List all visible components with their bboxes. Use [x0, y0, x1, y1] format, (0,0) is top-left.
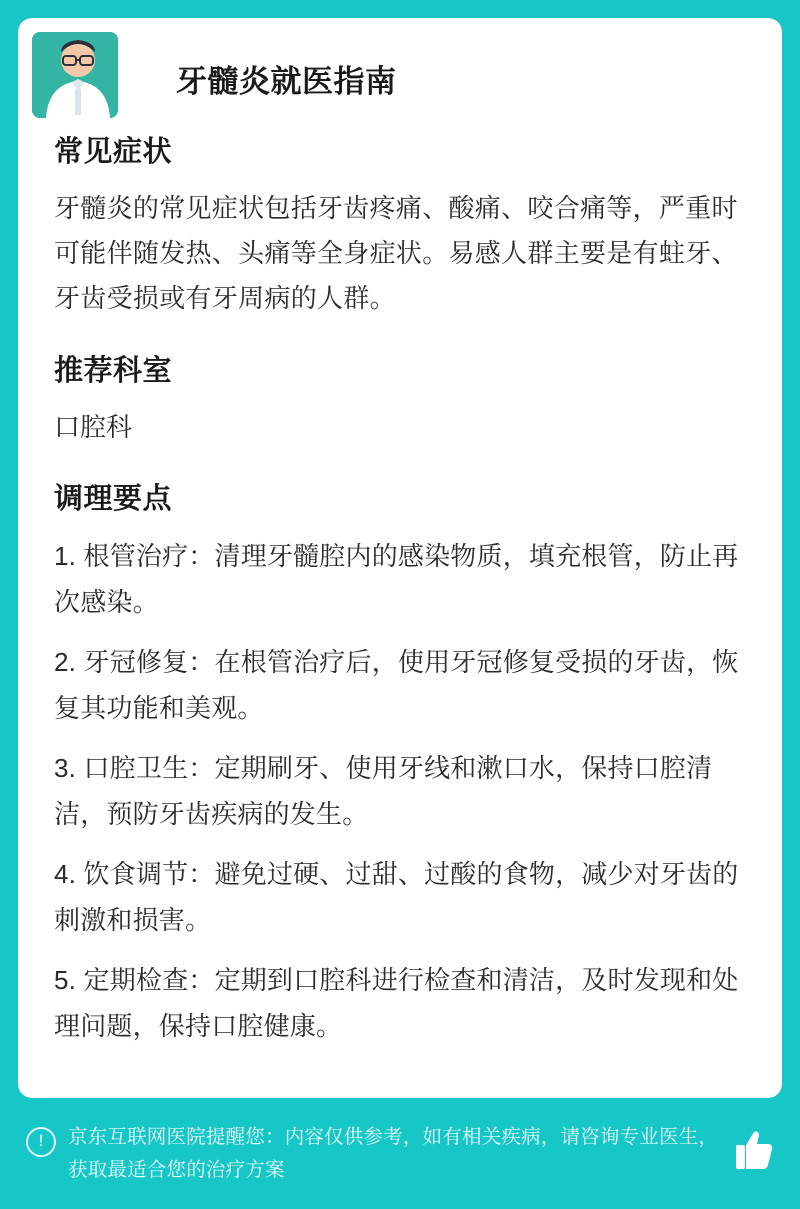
section-text-symptoms: 牙髓炎的常见症状包括牙齿疼痛、酸痛、咬合痛等，严重时可能伴随发热、头痛等全身症状。易感人群主要是有蛀牙、牙齿受损或有牙周病的人群。: [54, 193, 738, 313]
list-item: 4. 饮食调节：避免过硬、过甜、过酸的食物，减少对牙齿的刺激和损害。: [54, 859, 739, 935]
list-item: 5. 定期检查：定期到口腔科进行检查和清洁，及时发现和处理问题，保持口腔健康。: [54, 965, 739, 1041]
info-circle-icon: !: [26, 1127, 56, 1157]
section-heading-symptoms: 常见症状: [54, 136, 173, 168]
list-item: 3. 口腔卫生：定期刷牙、使用牙线和漱口水，保持口腔清洁，预防牙齿疾病的发生。: [54, 753, 713, 829]
footer-disclaimer-bar: [0, 1099, 800, 1209]
list-item: 1. 根管治疗：清理牙髓腔内的感染物质，填充根管，防止再次感染。: [54, 541, 739, 617]
content-card: [18, 18, 782, 1098]
care-points-list: [54, 533, 746, 1049]
section-heading-care-points: 调理要点: [54, 483, 173, 515]
thumbs-up-icon[interactable]: [734, 1127, 774, 1171]
disclaimer-text: 京东互联网医院提醒您：内容仅供参考，如有相关疾病，请咨询专业医生，获取最适合您的治疗方案: [68, 1126, 719, 1181]
section-heading-department: 推荐科室: [54, 355, 173, 387]
section-text-department: 口腔科: [54, 412, 133, 442]
list-item: 2. 牙冠修复：在根管治疗后，使用牙冠修复受损的牙齿，恢复其功能和美观。: [54, 647, 739, 723]
doctor-avatar-icon: [32, 32, 118, 118]
page-title: 牙髓炎就医指南: [176, 64, 397, 99]
section-symptoms: [54, 132, 746, 321]
section-care-points: [54, 479, 746, 1049]
section-department: [54, 351, 746, 449]
